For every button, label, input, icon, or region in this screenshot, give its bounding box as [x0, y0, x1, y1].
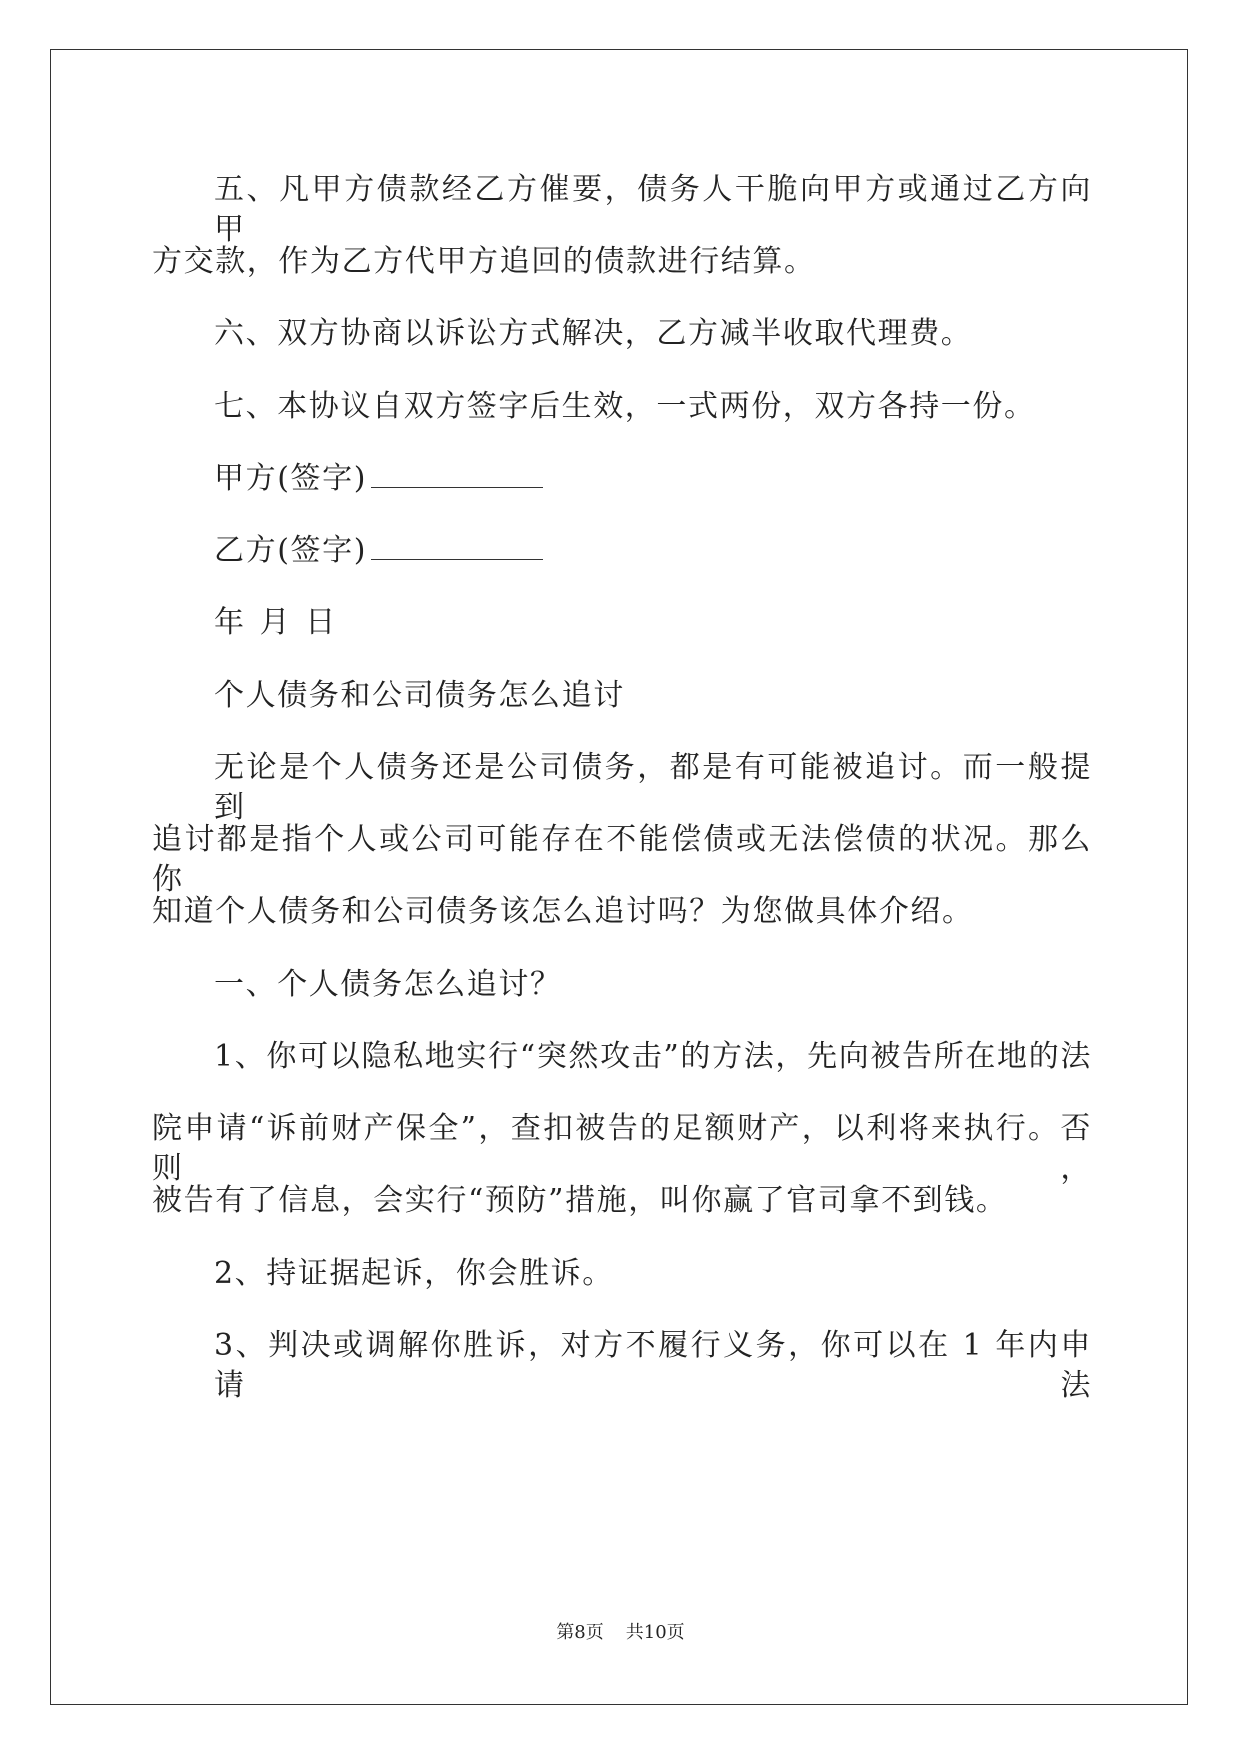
signature-blank-b[interactable]: [371, 531, 543, 560]
paragraph-line: 被告有了信息，会实行“预防”措施，叫你赢了官司拿不到钱。: [152, 1183, 1008, 1218]
paragraph-line: 七、本协议自双方签字后生效，一式两份，双方各持一份。: [214, 389, 1036, 424]
signature-line-b: [214, 531, 543, 571]
paragraph-line: 六、双方协商以诉讼方式解决，乙方减半收取代理费。: [214, 316, 973, 351]
paragraph-line: 1、你可以隐私地实行“突然攻击”的方法，先向被告所在地的法: [214, 1039, 1092, 1074]
paragraph-line: 无论是个人债务还是公司债务，都是有可能被追讨。而一般提到: [214, 750, 1092, 825]
page-number-total: 共10页: [625, 1622, 685, 1643]
page-number-current: 第8页: [556, 1622, 604, 1643]
signature-line-a: [214, 459, 543, 499]
signature-label-b: 乙方(签字): [214, 533, 368, 568]
paragraph-line: 3、判决或调解你胜诉，对方不履行义务，你可以在 1 年内申请法: [214, 1328, 1092, 1403]
page-border: [50, 49, 1188, 1705]
date-year: 年: [214, 605, 246, 640]
date-day: 日: [305, 605, 337, 640]
paragraph-line: 知道个人债务和公司债务该怎么追讨吗？为您做具体介绍。: [152, 894, 974, 929]
date-month: 月: [259, 605, 292, 640]
paragraph-line: 方交款，作为乙方代甲方追回的债款进行结算。: [152, 244, 816, 279]
page-footer: [0, 1618, 1241, 1644]
signature-label-a: 甲方(签字): [214, 461, 368, 496]
signature-blank-a[interactable]: [371, 459, 543, 488]
paragraph-line: 追讨都是指个人或公司可能存在不能偿债或无法偿债的状况。那么你: [152, 822, 1092, 897]
paragraph-line: 院申请“诉前财产保全”，查扣被告的足额财产，以利将来执行。否则，: [152, 1111, 1092, 1186]
date-line: [214, 603, 337, 643]
paragraph-line: 2、持证据起诉，你会胜诉。: [214, 1256, 614, 1291]
subheading: 一、个人债务怎么追讨？: [214, 967, 562, 1002]
paragraph-line: 五、凡甲方债款经乙方催要，债务人干脆向甲方或通过乙方向甲: [214, 172, 1092, 247]
section-heading: 个人债务和公司债务怎么追讨: [214, 678, 625, 713]
